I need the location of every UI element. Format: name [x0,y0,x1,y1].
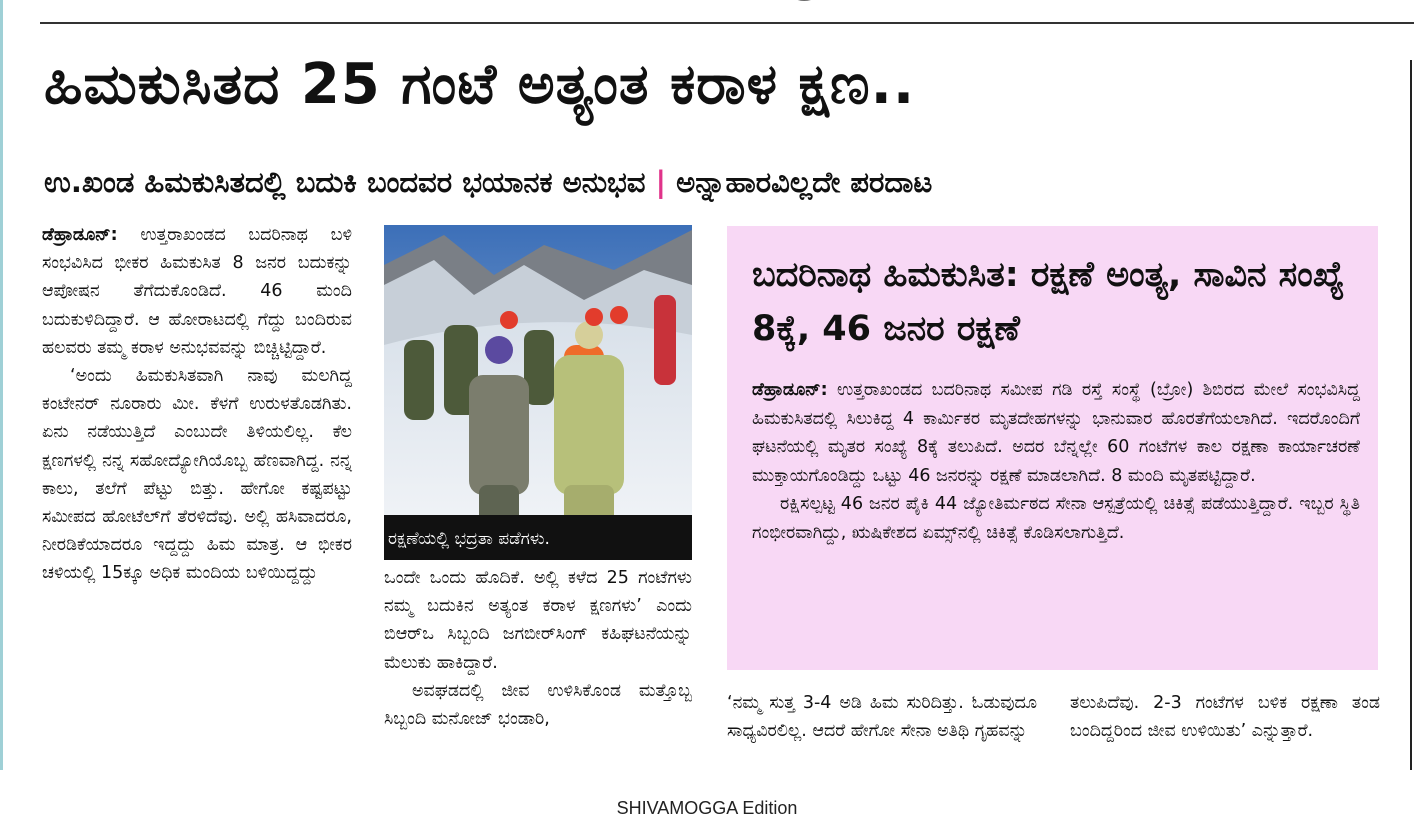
dateline: ಡೆಹ್ರಾಡೂನ್: [42,225,118,245]
column-rule [1410,60,1412,770]
headline: ಹಿಮಕುಸಿತದ 25 ಗಂಟೆ ಅತ್ಯಂತ ಕರಾಳ ಕ್ಷಣ.. [44,52,916,117]
article-paragraph: ‘ಅಂದು ಹಿಮಕುಸಿತವಾಗಿ ನಾವು ಮಲಗಿದ್ದ ಕಂಟೇನರ್ ನೂರಾರು ಮೀ. ಕೆಳಗೆ ಉರುಳತೊಡಗಿತು. ಏನು ನಡೆಯುತ್ತಿದೆ ಎಂಬುದೇ ತಿಳಿಯಲಿಲ್ಲ. ಕೆಲ ಕ್ಷಣಗಳಲ್ಲಿ ನನ್ನ ಸಹೋದ್ಯೋಗಿಯೊಬ್ಬ ಹೆಣವಾಗಿದ್ದ. ನನ್ನ ಕಾಲು, ತಲೆಗೆ ಪೆಟ್ಟು ಬಿತ್ತು. ಹೇಗೋ ಕಷ್ಟಪಟ್ಟು ಸಮೀಪದ ಹೋಟೆಲ್‌ಗೆ ತೆರಳಿದೆವು. ಅಲ್ಲಿ ಹಸಿವಾದರೂ, ನೀರಡಿಕೆಯಾದರೂ ಇದ್ದದ್ದು ಹಿಮ ಮಾತ್ರ. ಆ ಭೀಕರ ಚಳಿಯಲ್ಲಿ 15ಕ್ಕೂ ಅಧಿಕ ಮಂದಿಯ ಬಳಿಯಿದ್ದದ್ದು [42,366,352,584]
page-edge-line [0,0,3,770]
sidebar-dateline: ಡೆಹ್ರಾಡೂನ್: [752,380,828,400]
article-paragraph: ತಲುಪಿದೆವು. 2-3 ಗಂಟೆಗಳ ಬಳಿಕ ರಕ್ಷಣಾ ತಂಡ ಬಂದಿದ್ದರಿಂದ ಜೀವ ಉಳಿಯಿತು’ ಎನ್ನುತ್ತಾರೆ. [1070,693,1380,742]
article-paragraph: ಅವಘಡದಲ್ಲಿ ಜೀವ ಉಳಿಸಿಕೊಂಡ ಮತ್ತೊಬ್ಬ ಸಿಬ್ಬಂದಿ ಮನೋಜ್ ಭಂಡಾರಿ, [384,680,692,730]
edition-label: SHIVAMOGGA Edition [616,798,798,818]
article-column-2 [384,564,692,733]
subheadline [44,164,1404,202]
sidebar-body [752,376,1360,548]
article-paragraph: ಉತ್ತರಾಖಂಡದ ಬದರಿನಾಥ ಬಳಿ ಸಂಭವಿಸಿದ ಭೀಕರ ಹಿಮಕುಸಿತ 8 ಜನರ ಬದುಕನ್ನು ಆಪೋಷನ ತೆಗೆದುಕೊಂಡಿದೆ. 46 ಮಂದಿ ಬದುಕುಳಿದಿದ್ದಾರೆ. ಆ ಹೋರಾಟದಲ್ಲಿ ಗೆದ್ದು ಬಂದಿರುವ ಹಲವರು ತಮ್ಮ ಕರಾಳ ಅನುಭವವನ್ನು ಬಿಚ್ಚಿಟ್ಟಿದ್ದಾರೆ. [42,225,352,358]
subheadline-left: ಉ.ಖಂಡ ಹಿಮಕುಸಿತದಲ್ಲಿ ಬದುಕಿ ಬಂದವರ ಭಯಾನಕ ಅನುಭವ [44,165,646,199]
subheadline-separator: | [655,165,667,199]
article-paragraph: ಒಂದೇ ಒಂದು ಹೊದಿಕೆ. ಅಲ್ಲಿ ಕಳೆದ 25 ಗಂಟೆಗಳು ನಮ್ಮ ಬದುಕಿನ ಅತ್ಯಂತ ಕರಾಳ ಕ್ಷಣಗಳು’ ಎಂದು ಬಿಆರ್‌ಒ ಸಿಬ್ಬಂದಿ ಜಗಬೀರ್‌ಸಿಂಗ್ ಕಹಿಘಟನೆಯನ್ನು ಮೆಲುಕು ಹಾಕಿದ್ದಾರೆ. [384,568,692,673]
top-rule [40,22,1414,24]
article-paragraph: ‘ನಮ್ಮ ಸುತ್ತ 3-4 ಅಡಿ ಹಿಮ ಸುರಿದಿತ್ತು. ಓಡುವುದೂ ಸಾಧ್ಯವಿರಲಿಲ್ಲ. ಆದರೆ ಹೇಗೋ ಸೇನಾ ಅತಿಥಿ ಗೃಹವನ್ನು [727,693,1037,742]
article-column-1 [42,221,352,588]
article-column-4 [1070,689,1380,745]
article-column-3 [727,689,1037,745]
sidebar-paragraph: ಉತ್ತರಾಖಂಡದ ಬದರಿನಾಥ ಸಮೀಪ ಗಡಿ ರಸ್ತೆ ಸಂಸ್ಥೆ (ಬ್ರೋ) ಶಿಬಿರದ ಮೇಲೆ ಸಂಭವಿಸಿದ್ದ ಹಿಮಕುಸಿತದಲ್ಲಿ ಸಿಲುಕಿದ್ದ 4 ಕಾರ್ಮಿಕರ ಮೃತದೇಹಗಳನ್ನು ಭಾನುವಾರ ಹೊರತೆಗೆಯಲಾಗಿದೆ. ಇದರೊಂದಿಗೆ ಘಟನೆಯಲ್ಲಿ ಮೃತರ ಸಂಖ್ಯೆ 8ಕ್ಕೆ ತಲುಪಿದೆ. ಅದರ ಬೆನ್ನಲ್ಲೇ 60 ಗಂಟೆಗಳ ಕಾಲ ರಕ್ಷಣಾ ಕಾರ್ಯಾಚರಣೆ ಮುಕ್ತಾಯಗೊಂಡಿದ್ದು ಒಟ್ಟು 46 ಜನರನ್ನು ರಕ್ಷಣೆ ಮಾಡಲಾಗಿದೆ. 8 ಮಂದಿ ಮೃತಪಟ್ಟಿದ್ದಾರೆ. [752,380,1360,486]
subheadline-right: ಅನ್ನಾಹಾರವಿಲ್ಲದೇ ಪರದಾಟ [676,165,933,199]
sidebar-paragraph: ರಕ್ಷಿಸಲ್ಪಟ್ಟ 46 ಜನರ ಪೈಕಿ 44 ಜ್ಯೋತಿರ್ಮಠದ ಸೇನಾ ಆಸ್ಪತ್ರೆಯಲ್ಲಿ ಚಿಕಿತ್ಸೆ ಪಡೆಯುತ್ತಿದ್ದಾರೆ. ಇಬ್ಬರ ಸ್ಥಿತಿ ಗಂಭೀರವಾಗಿದ್ದು, ಋಷಿಕೇಶದ ಏಮ್ಸ್‌ನಲ್ಲಿ ಚಿಕಿತ್ಸೆ ಕೊಡಿಸಲಾಗುತ್ತಿದೆ. [752,494,1360,543]
rescue-photo [384,225,692,560]
sidebar-title: ಬದರಿನಾಥ ಹಿಮಕುಸಿತ: ರಕ್ಷಣೆ ಅಂತ್ಯ, ಸಾವಿನ ಸಂಖ್ಯೆ 8ಕ್ಕೆ, 46 ಜನರ ರಕ್ಷಣೆ [752,255,1345,350]
photo-caption: ರಕ್ಷಣೆಯಲ್ಲಿ ಭದ್ರತಾ ಪಡೆಗಳು. [388,529,550,549]
masthead-fragment [690,0,890,8]
